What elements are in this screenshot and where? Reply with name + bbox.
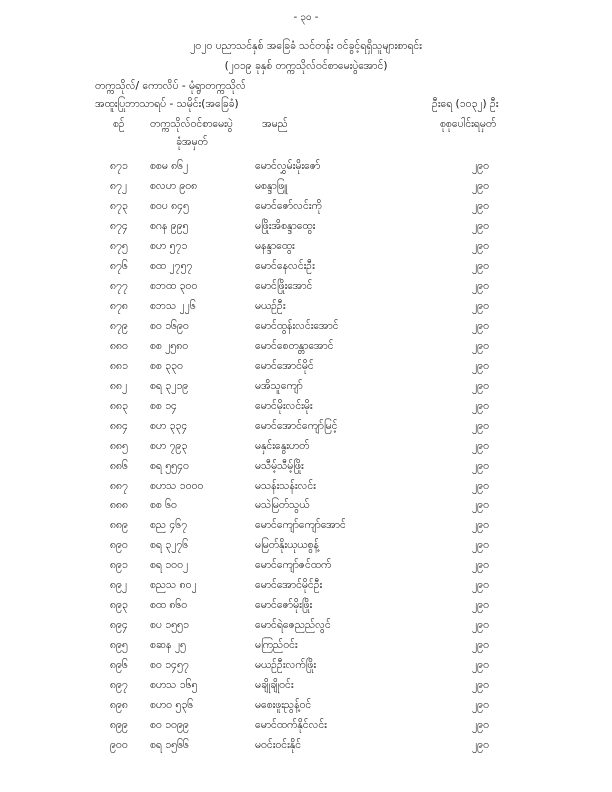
list-item [0, 419, 612, 435]
total-score: ၂၉၀ [472, 539, 489, 552]
total-score: ၂၉၀ [472, 499, 489, 512]
list-item [0, 399, 612, 415]
roll-number: စပ ၁၅၅၁ [150, 619, 189, 632]
student-name: မကြည်ဝင်း [255, 639, 298, 652]
list-item [0, 678, 612, 694]
roll-number: စရ ၅၅၄၀ [150, 459, 189, 472]
student-name: မောင်နေလင်းဦး [255, 259, 315, 272]
list-item [0, 459, 612, 475]
list-item [0, 638, 612, 654]
list-item [0, 319, 612, 335]
roll-number: စရ ၁၅၆၆ [150, 739, 189, 752]
row-number: ၈၈၅ [110, 439, 128, 452]
document-title: ၂၀၂၀ ပညာသင်နှစ် အခြေခံ သင်တန်း ဝင်ခွင့်ရရှိသူများစာရင်း [190, 40, 422, 52]
list-item [0, 299, 612, 315]
list-item [0, 718, 612, 734]
roll-number: စစ ၁၄ [150, 399, 177, 412]
column-header-name: အမည် [262, 118, 288, 130]
student-name: မအိသူကျော် [255, 379, 303, 392]
student-name: မောင်အောင်ကျော်မြင့် [255, 419, 338, 432]
roll-number: စရ ၃၂၁၉ [150, 379, 189, 392]
row-number: ၈၉၈ [110, 699, 128, 712]
list-item [0, 598, 612, 614]
total-score: ၂၉၀ [472, 719, 489, 732]
roll-number: စညသ ၈၀၂ [150, 579, 197, 592]
row-number: ၈၇၂ [110, 179, 128, 192]
student-name: မနှင်းနွေးဟတ် [255, 439, 310, 452]
row-number: ၈၉၉ [110, 719, 128, 732]
total-score: ၂၉၀ [472, 219, 489, 232]
total-score: ၂၉၀ [472, 739, 489, 752]
total-score: ၂၉၀ [472, 379, 489, 392]
student-name: မောင်ဇော်မိုးဖြိုး [255, 599, 313, 612]
roll-number: စစ ၂၅၈၀ [150, 339, 189, 352]
total-score: ၂၉၀ [472, 299, 489, 312]
row-number: ၈၉၅ [110, 639, 128, 652]
list-item [0, 359, 612, 375]
row-number: ၈၇၆ [110, 259, 128, 272]
student-name: မောင်ထွန်းလင်းအောင် [255, 319, 339, 332]
total-score: ၂၉၀ [472, 559, 489, 572]
list-item [0, 239, 612, 255]
student-name: မချိုချိုဝင်း [255, 679, 294, 692]
row-number: ၈၇၈ [110, 299, 128, 312]
student-name: မစန္ဒာဖြူ [255, 179, 288, 192]
total-score: ၂၉၀ [472, 419, 489, 432]
total-score: ၂၉၀ [472, 659, 489, 672]
student-name: မသီမ့်သီမ့်ဖြိုး [255, 459, 304, 472]
roll-number: စဟသ ၁၀၀၀ [150, 479, 204, 492]
list-item [0, 179, 612, 195]
student-name: မောင်လွှမ်းမိုးဇော် [255, 160, 321, 172]
total-score: ၂၉၀ [472, 599, 489, 612]
total-score: ၂၉၀ [472, 179, 489, 192]
list-item [0, 219, 612, 235]
total-score: ၂၉၀ [472, 359, 489, 372]
row-number: ၉၀၀ [110, 739, 128, 752]
list-item [0, 698, 612, 714]
row-number: ၈၈၀ [110, 339, 128, 352]
major-label: အထူးပြုဘာသာရပ် - သမိုင်း(အခြေခံ) [95, 98, 239, 110]
row-number: ၈၈၆ [110, 459, 128, 472]
student-name: မောင်ထက်နိုင်လင်း [255, 719, 327, 732]
roll-number: စထ ၈၆၀ [150, 599, 188, 612]
student-name: မဖြိုးအိစန္ဒာထွေး [255, 219, 316, 232]
roll-number: စဝ ၁၄၅၇ [150, 659, 189, 672]
row-number: ၈၉၄ [110, 619, 128, 632]
roll-number: စစ ၃၃၀ [150, 359, 183, 372]
student-name: မောင်ရဲဇေညည်လွင် [255, 619, 331, 632]
row-number: ၈၈၉ [110, 519, 128, 532]
student-name: မမြတ်နိုးယုယစွန့် [255, 539, 319, 552]
roll-number: စဟသ ၁၆၅ [150, 679, 198, 692]
roll-number: စဝ ၁၆၉၀ [150, 319, 189, 332]
row-number: ၈၈၄ [110, 419, 128, 432]
student-name: မယဉ်ဦးလက်ဖြိုး [255, 659, 317, 672]
roll-number: စစ ၆၀ [150, 499, 177, 512]
student-name: မောင်ဇော်လင်းကို [255, 199, 322, 212]
roll-number: စဘသ ၂၂၆ [150, 299, 196, 312]
list-item [0, 658, 612, 674]
roll-number: စဆန ၂၅ [150, 639, 186, 652]
total-score: ၂၉၀ [472, 259, 489, 272]
roll-number: စဂန ၉၉၅ [150, 219, 189, 232]
row-number: ၈၇၇ [110, 279, 128, 292]
student-name: မသဲမြတ်သွယ် [255, 499, 310, 512]
page-number: - ၃၀ - [293, 12, 319, 23]
total-score: ၂၉၀ [472, 279, 489, 292]
student-name: မဝင်းဝင်းနိုင် [255, 739, 302, 752]
student-name: မောင်မိုးလင်းမိုး [255, 399, 313, 412]
row-number: ၈၈၈ [110, 499, 128, 512]
list-item [0, 479, 612, 495]
student-name: မောင်ဖြိုးအောင် [255, 279, 313, 292]
roll-number: စဟဝ ၅၃၆ [150, 699, 194, 712]
list-item [0, 439, 612, 455]
list-item [0, 159, 612, 175]
student-name: မယဉ်ဦး [255, 299, 286, 312]
total-score: ၂၉၀ [472, 579, 489, 592]
column-header-roll-line2: ခုံအမှတ် [176, 136, 208, 148]
student-name: မောင်ကျော်ဇင်ထက် [255, 559, 332, 572]
roll-number: စစမ ၈၆၂ [150, 160, 189, 172]
roll-number: စဟ ၃၃၄ [150, 419, 188, 432]
total-score: ၂၉၀ [472, 679, 489, 692]
column-header-score: စုစုပေါင်းရမှတ် [440, 118, 497, 130]
row-number: ၈၉၇ [110, 679, 128, 692]
total-score: ၂၉၀ [472, 699, 489, 712]
student-name: မောင်ကျော်ကျော်အောင် [255, 519, 346, 532]
row-number: ၈၇၅ [110, 239, 128, 252]
university-label: တက္ကသိုလ်/ ကောလိပ် - မုံရွာတက္ကသိုလ် [95, 80, 246, 92]
list-item [0, 379, 612, 395]
roll-number: စဘထ ၃၀၀ [150, 279, 198, 292]
list-item [0, 498, 612, 514]
student-name: မသန်းသန်းလင်း [255, 479, 316, 492]
row-number: ၈၈၂ [110, 379, 128, 392]
row-number: ၈၈၃ [110, 399, 128, 412]
total-score: ၂၉၀ [472, 239, 489, 252]
column-header-no: စဉ် [113, 118, 125, 130]
student-name: မောင်အောင်မိုင်ဦး [255, 579, 323, 592]
roll-number: စလဟ ၉၀၈ [150, 179, 198, 192]
total-score: ၂၉၀ [472, 199, 489, 212]
list-item [0, 558, 612, 574]
total-score: ၂၉၀ [472, 339, 489, 352]
total-score: ၂၉၀ [472, 519, 489, 532]
list-item [0, 339, 612, 355]
row-number: ၈၇၉ [110, 319, 128, 332]
document-subtitle: (၂၀၁၉ ခုနှစ် တက္ကသိုလ်ဝင်စာမေးပွဲအောင်) [224, 60, 388, 72]
row-number: ၈၇၃ [110, 199, 128, 212]
total-score: ၂၉၀ [472, 479, 489, 492]
total-score: ၂၉၀ [472, 160, 489, 172]
roll-number: စဝ ၁၀၉၉ [150, 719, 189, 732]
row-number: ၈၉၆ [110, 659, 128, 672]
row-number: ၈၉၃ [110, 599, 128, 612]
student-name: မောင်အောင်မိုင် [255, 359, 314, 372]
list-item [0, 518, 612, 534]
row-number: ၈၉၂ [110, 579, 128, 592]
student-name: မောင်စေတန္တာအောင် [255, 339, 334, 352]
row-number: ၈၉၁ [110, 559, 128, 572]
list-item [0, 618, 612, 634]
roll-number: စထ ၂၇၅၇ [150, 259, 193, 272]
total-score: ၂၉၀ [472, 399, 489, 412]
student-count: ဦးရေ (၁၀၃၂) ဦး [432, 98, 499, 110]
row-number: ၈၈၇ [110, 479, 128, 492]
total-score: ၂၉၀ [472, 639, 489, 652]
column-header-roll: တက္ကသိုလ်ဝင်စာမေးပွဲ [150, 118, 233, 130]
row-number: ၈၇၁ [110, 160, 128, 172]
roll-number: စဝပ ၈၄၅ [150, 199, 189, 212]
list-item [0, 738, 612, 754]
total-score: ၂၉၀ [472, 619, 489, 632]
total-score: ၂၉၀ [472, 319, 489, 332]
total-score: ၂၉၀ [472, 459, 489, 472]
total-score: ၂၉၀ [472, 439, 489, 452]
student-name: မစေးဖူးညွန့်ဝင် [255, 699, 312, 712]
roll-number: စဟ ၇၉၃ [150, 439, 188, 452]
row-number: ၈၈၁ [110, 359, 128, 372]
list-item [0, 279, 612, 295]
list-item [0, 538, 612, 554]
list-item [0, 259, 612, 275]
list-item [0, 578, 612, 594]
row-number: ၈၇၄ [110, 219, 128, 232]
roll-number: စရ ၁၀၀၂ [150, 559, 189, 572]
row-number: ၈၉၀ [110, 539, 128, 552]
roll-number: စဟ ၅၇၁ [150, 239, 188, 252]
roll-number: စည ၄၆၇ [150, 519, 188, 532]
student-name: မနန္ဒာထွေး [255, 239, 295, 252]
roll-number: စရ ၃၂၇၆ [150, 539, 189, 552]
list-item [0, 199, 612, 215]
